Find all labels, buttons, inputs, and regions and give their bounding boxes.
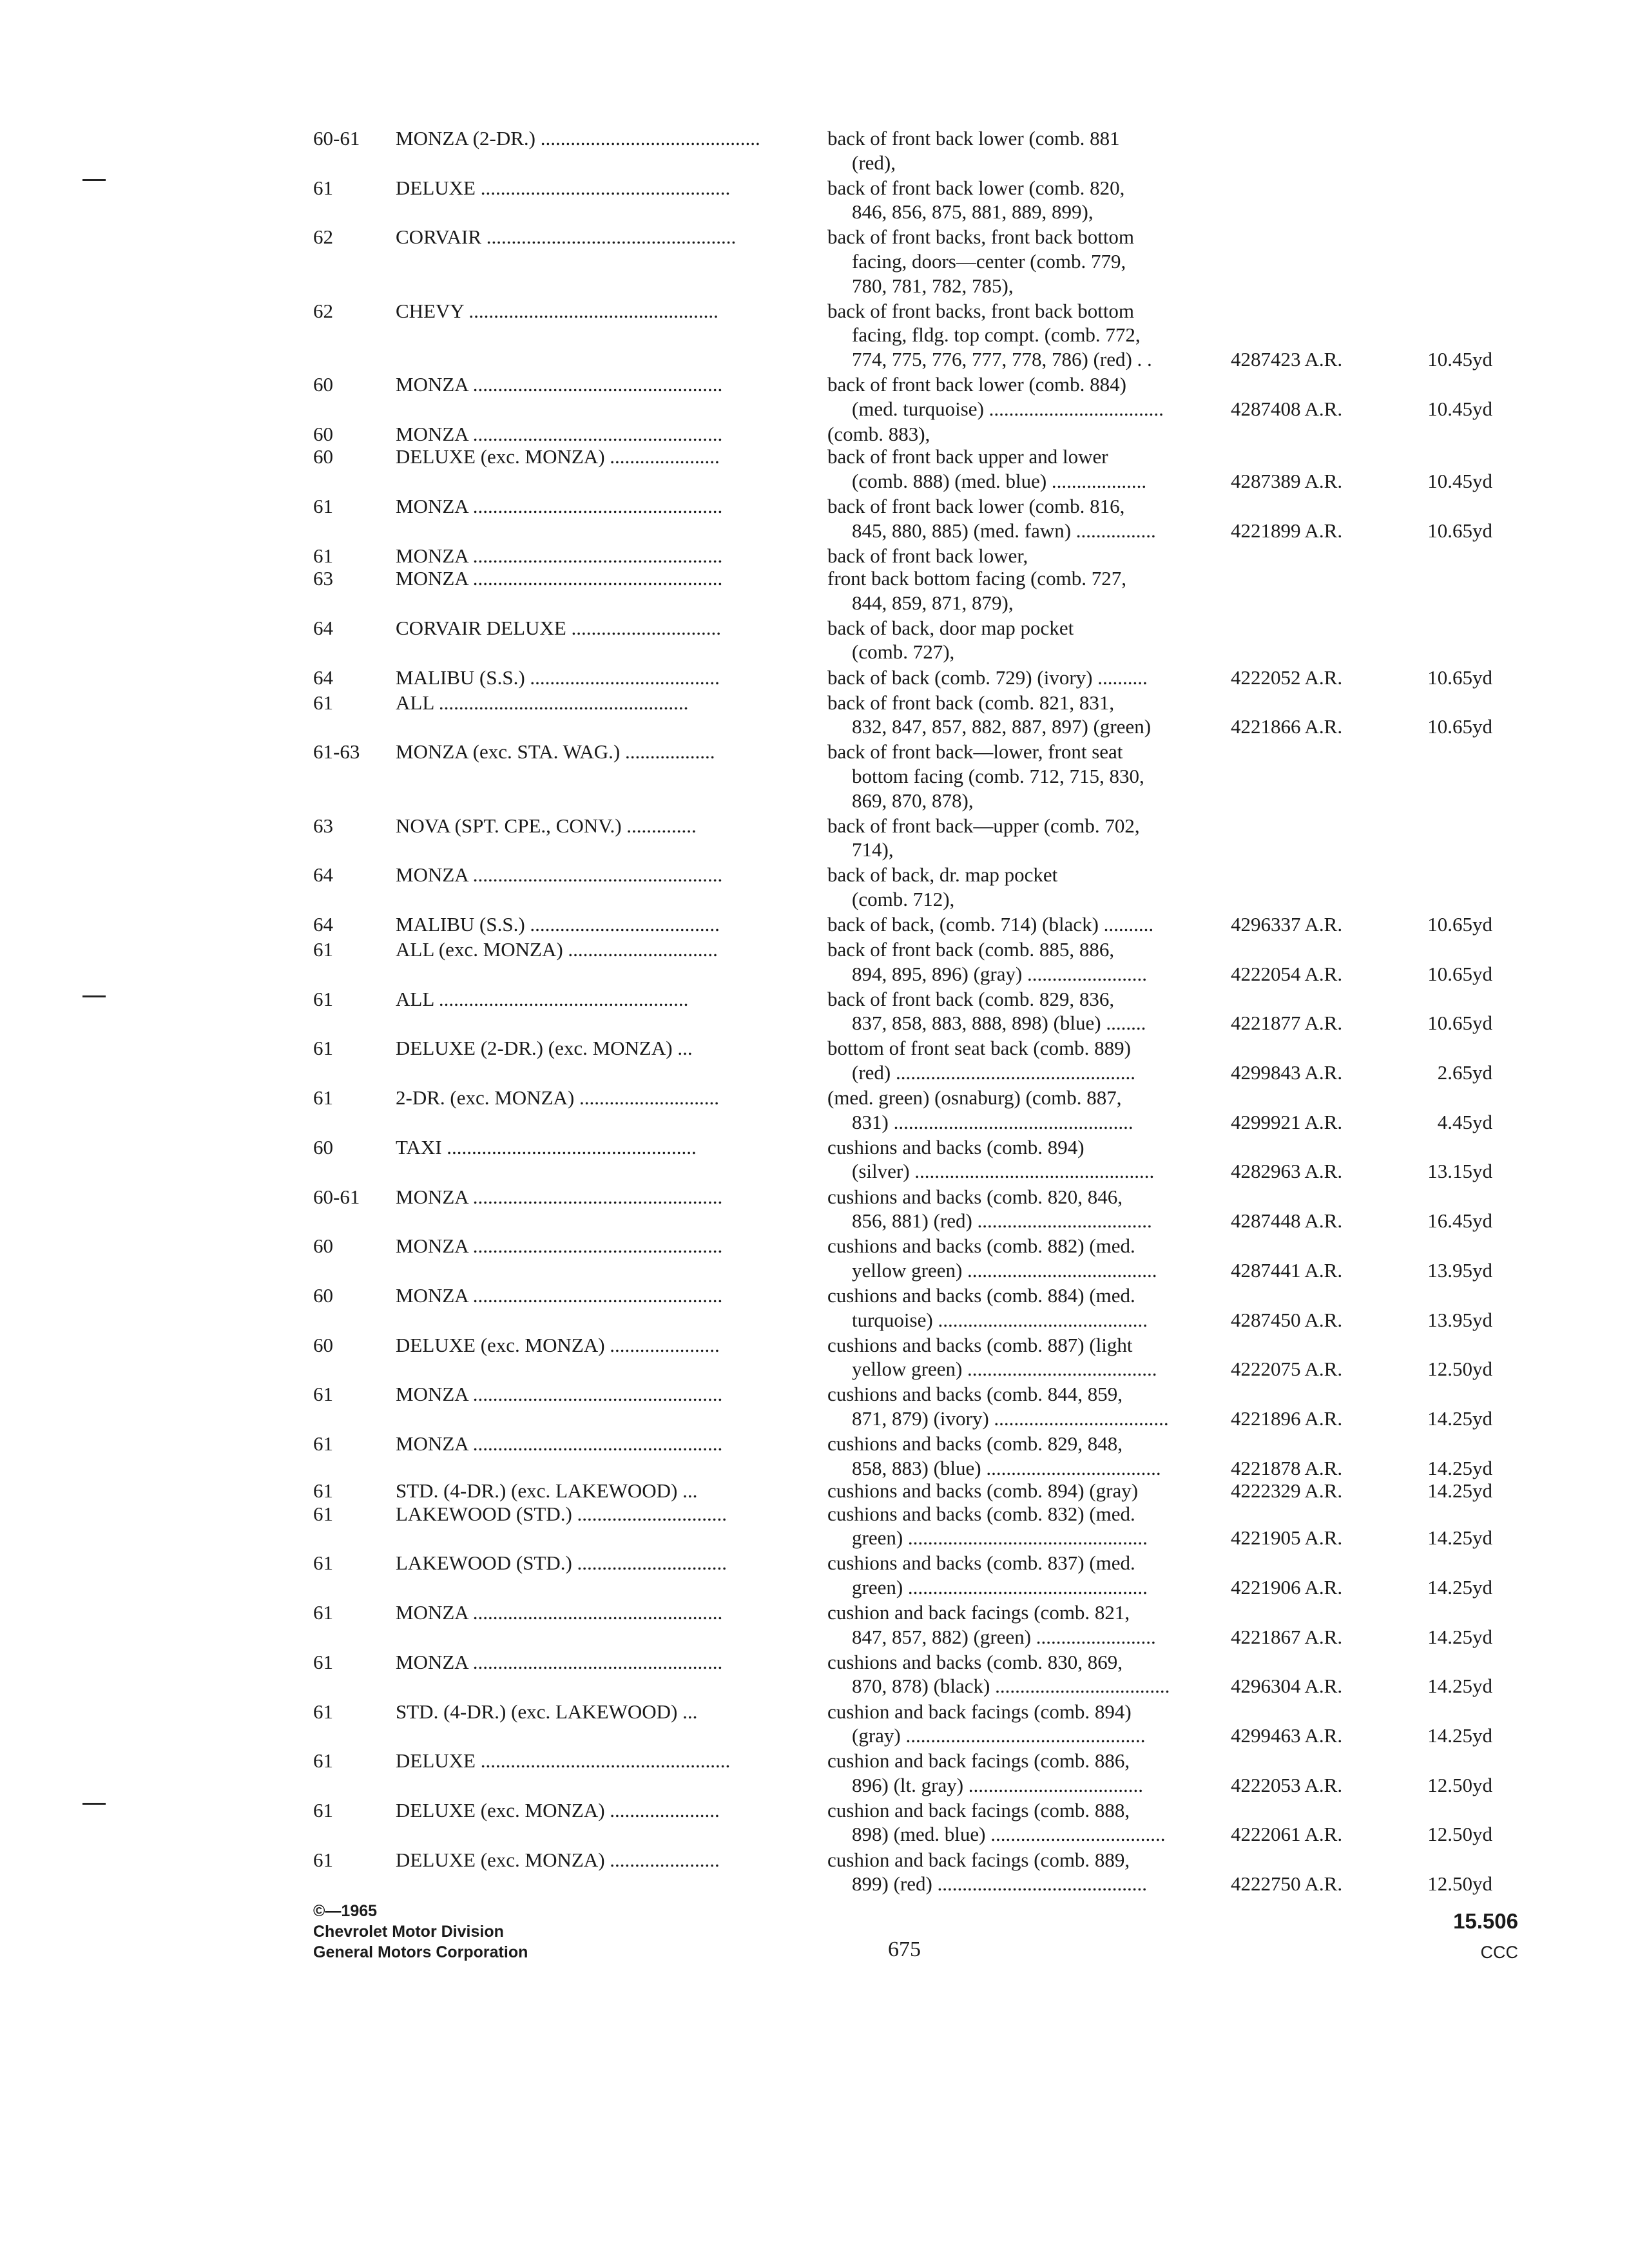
part-number: 4299843 A.R. bbox=[1231, 1061, 1343, 1084]
part-number: 4287408 A.R. bbox=[1231, 397, 1343, 420]
model-year: 61 bbox=[313, 1086, 333, 1110]
catalog-entry bbox=[313, 372, 1492, 421]
model-year: 61 bbox=[313, 1432, 333, 1455]
section-code: CCC bbox=[1480, 1943, 1518, 1962]
description-line: back of front back lower (comb. 884) bbox=[827, 372, 1126, 396]
model-year: 60 bbox=[313, 372, 333, 396]
part-description bbox=[827, 225, 1231, 298]
part-description bbox=[827, 1700, 1231, 1748]
model-name: DELUXE (2-DR.) (exc. MONZA) ... bbox=[396, 1037, 693, 1060]
model-name: MONZA (exc. STA. WAG.) .................. bbox=[396, 740, 715, 764]
model-year: 60 bbox=[313, 1333, 333, 1356]
catalog-entry bbox=[313, 225, 1492, 298]
catalog-entry bbox=[313, 1502, 1492, 1550]
part-description bbox=[827, 1551, 1231, 1599]
part-description bbox=[827, 1036, 1231, 1084]
description-line: 714), bbox=[852, 838, 894, 861]
description-line: back of front back lower, bbox=[827, 544, 1028, 567]
description-line: back of back, door map pocket bbox=[827, 616, 1074, 639]
quantity: 4.45yd bbox=[1437, 1110, 1492, 1133]
part-description bbox=[827, 814, 1231, 862]
quantity: 10.65yd bbox=[1427, 519, 1492, 542]
model-name: MONZA .................................................. bbox=[396, 1601, 723, 1624]
description-line: 896) (lt. gray) ................................... bbox=[852, 1773, 1144, 1796]
description-line: back of front back—lower, front seat bbox=[827, 740, 1123, 764]
quantity: 14.25yd bbox=[1427, 1724, 1492, 1747]
catalog-entry bbox=[313, 863, 1492, 911]
description-line: yellow green) ...................................... bbox=[852, 1358, 1157, 1381]
model-year: 60 bbox=[313, 1235, 333, 1258]
model-year: 61 bbox=[313, 544, 333, 567]
catalog-entry bbox=[313, 987, 1492, 1035]
part-description bbox=[827, 1283, 1231, 1332]
catalog-entry bbox=[313, 666, 1492, 690]
part-description bbox=[827, 1382, 1231, 1430]
model-name: LAKEWOOD (STD.) .............................. bbox=[396, 1552, 728, 1575]
catalog-entry bbox=[313, 566, 1492, 615]
model-year: 61 bbox=[313, 938, 333, 961]
description-line: 845, 880, 885) (med. fawn) ................ bbox=[852, 519, 1156, 542]
description-line: (red) ................................................ bbox=[852, 1061, 1135, 1084]
page-number: 675 bbox=[888, 1937, 921, 1961]
description-line: (comb. 883), bbox=[827, 422, 930, 445]
part-description bbox=[827, 566, 1231, 615]
model-year: 60 bbox=[313, 1283, 333, 1307]
catalog-entry bbox=[313, 1700, 1492, 1748]
model-name: DELUXE .................................................. bbox=[396, 176, 731, 199]
part-number: 4287389 A.R. bbox=[1231, 469, 1343, 492]
part-description bbox=[827, 863, 1231, 911]
description-line: back of front backs, front back bottom bbox=[827, 299, 1135, 322]
quantity: 12.50yd bbox=[1427, 1872, 1492, 1896]
description-line: turquoise) .......................................... bbox=[852, 1308, 1148, 1331]
part-number: 4296304 A.R. bbox=[1231, 1675, 1343, 1698]
part-description bbox=[827, 1479, 1231, 1503]
model-name: DELUXE (exc. MONZA) ...................... bbox=[396, 445, 720, 468]
model-year: 64 bbox=[313, 863, 333, 887]
description-line: 856, 881) (red) ................................... bbox=[852, 1209, 1152, 1233]
catalog-entry bbox=[313, 176, 1492, 224]
quantity: 14.25yd bbox=[1427, 1479, 1492, 1503]
part-number: 4222329 A.R. bbox=[1231, 1479, 1343, 1503]
part-number: 4222054 A.R. bbox=[1231, 962, 1343, 985]
quantity: 14.25yd bbox=[1427, 1526, 1492, 1550]
catalog-entry bbox=[313, 616, 1492, 664]
part-description bbox=[827, 1798, 1231, 1847]
model-year: 61 bbox=[313, 987, 333, 1010]
quantity: 14.25yd bbox=[1427, 1407, 1492, 1430]
description-line: cushions and backs (comb. 830, 869, bbox=[827, 1650, 1123, 1673]
part-description bbox=[827, 616, 1231, 664]
description-line: 780, 781, 782, 785), bbox=[852, 274, 1014, 297]
description-line: green) ................................................ bbox=[852, 1526, 1148, 1550]
model-year: 61 bbox=[313, 1383, 333, 1406]
part-description bbox=[827, 1502, 1231, 1550]
model-year: 61 bbox=[313, 1848, 333, 1871]
description-line: (gray) ................................................ bbox=[852, 1724, 1146, 1747]
description-line: 846, 856, 875, 881, 889, 899), bbox=[852, 200, 1094, 224]
catalog-entry bbox=[313, 299, 1492, 372]
part-description bbox=[827, 1234, 1231, 1282]
part-description bbox=[827, 1848, 1231, 1896]
model-name: MONZA .................................................. bbox=[396, 1650, 723, 1673]
quantity: 12.50yd bbox=[1427, 1358, 1492, 1381]
description-line: cushions and backs (comb. 887) (light bbox=[827, 1333, 1133, 1356]
model-name: MALIBU (S.S.) ...................................... bbox=[396, 666, 720, 689]
model-year: 61-63 bbox=[313, 740, 360, 764]
part-number: 4287448 A.R. bbox=[1231, 1209, 1343, 1233]
quantity: 10.65yd bbox=[1427, 715, 1492, 738]
catalog-entry bbox=[313, 1650, 1492, 1698]
model-name: MONZA .................................................. bbox=[396, 1283, 723, 1307]
description-line: 871, 879) (ivory) ................................... bbox=[852, 1407, 1169, 1430]
description-line: 832, 847, 857, 882, 887, 897) (green) bbox=[852, 715, 1152, 738]
model-name: MONZA .................................................. bbox=[396, 422, 723, 445]
part-description bbox=[827, 126, 1231, 175]
part-number: 4222052 A.R. bbox=[1231, 666, 1343, 689]
catalog-entry bbox=[313, 1848, 1492, 1896]
model-year: 62 bbox=[313, 299, 333, 322]
model-name: CORVAIR DELUXE .............................. bbox=[396, 616, 722, 639]
description-line: (red), bbox=[852, 151, 896, 174]
part-number: 4287423 A.R. bbox=[1231, 347, 1343, 370]
part-description bbox=[827, 666, 1231, 690]
description-line: back of front back lower (comb. 881 bbox=[827, 127, 1120, 149]
quantity: 14.25yd bbox=[1427, 1576, 1492, 1599]
catalog-entry bbox=[313, 1479, 1492, 1503]
part-description bbox=[827, 1135, 1231, 1184]
part-description bbox=[827, 987, 1231, 1035]
quantity: 10.65yd bbox=[1427, 962, 1492, 985]
description-line: back of front back upper and lower bbox=[827, 445, 1108, 468]
catalog-entry bbox=[313, 1333, 1492, 1381]
quantity: 14.25yd bbox=[1427, 1675, 1492, 1698]
description-line: cushions and backs (comb. 884) (med. bbox=[827, 1283, 1135, 1307]
part-description bbox=[827, 1086, 1231, 1134]
quantity: 2.65yd bbox=[1437, 1061, 1492, 1084]
model-name: CORVAIR .................................................. bbox=[396, 226, 737, 249]
model-name: LAKEWOOD (STD.) .............................. bbox=[396, 1502, 728, 1525]
quantity: 14.25yd bbox=[1427, 1625, 1492, 1648]
quantity: 10.45yd bbox=[1427, 397, 1492, 420]
part-description bbox=[827, 1432, 1231, 1480]
model-name: MALIBU (S.S.) ...................................... bbox=[396, 913, 720, 936]
description-line: (comb. 888) (med. blue) ................... bbox=[852, 469, 1147, 492]
model-name: ALL .................................................. bbox=[396, 987, 689, 1010]
model-name: MONZA (2-DR.) ............................................ bbox=[396, 127, 760, 149]
description-line: bottom facing (comb. 712, 715, 830, bbox=[852, 764, 1144, 787]
model-name: ALL (exc. MONZA) .............................. bbox=[396, 938, 718, 961]
part-number: 4221906 A.R. bbox=[1231, 1576, 1343, 1599]
description-line: cushions and backs (comb. 844, 859, bbox=[827, 1383, 1123, 1406]
catalog-entry bbox=[313, 1185, 1492, 1233]
description-line: cushion and back facings (comb. 886, bbox=[827, 1749, 1130, 1773]
part-description bbox=[827, 422, 1231, 447]
model-year: 61 bbox=[313, 1037, 333, 1060]
description-line: 898) (med. blue) ................................... bbox=[852, 1823, 1166, 1846]
part-number: 4287441 A.R. bbox=[1231, 1258, 1343, 1282]
model-year: 60 bbox=[313, 422, 333, 445]
description-line: 847, 857, 882) (green) ........................ bbox=[852, 1625, 1156, 1648]
model-year: 61 bbox=[313, 1700, 333, 1723]
description-line: back of front back (comb. 821, 831, bbox=[827, 691, 1115, 714]
quantity: 10.65yd bbox=[1427, 666, 1492, 689]
part-number: 4222075 A.R. bbox=[1231, 1358, 1343, 1381]
part-number: 4221899 A.R. bbox=[1231, 519, 1343, 542]
model-year: 64 bbox=[313, 913, 333, 936]
model-year: 61 bbox=[313, 1749, 333, 1773]
part-number: 4221896 A.R. bbox=[1231, 1407, 1343, 1430]
publisher-block bbox=[313, 1901, 528, 1963]
model-year: 61 bbox=[313, 494, 333, 517]
part-number: 4221867 A.R. bbox=[1231, 1625, 1343, 1648]
model-year: 61 bbox=[313, 1479, 333, 1503]
catalog-entry bbox=[313, 1234, 1492, 1282]
quantity: 13.15yd bbox=[1427, 1160, 1492, 1183]
description-line: back of front back (comb. 885, 886, bbox=[827, 938, 1115, 961]
description-line: facing, doors—center (comb. 779, bbox=[852, 249, 1126, 273]
description-line: (med. green) (osnaburg) (comb. 887, bbox=[827, 1086, 1122, 1110]
catalog-entry bbox=[313, 1382, 1492, 1430]
model-name: STD. (4-DR.) (exc. LAKEWOOD) ... bbox=[396, 1479, 698, 1503]
section-number: 15.506 bbox=[1453, 1909, 1518, 1933]
description-line: back of back, (comb. 714) (black) .......... bbox=[827, 913, 1154, 936]
part-description bbox=[827, 544, 1231, 568]
catalog-entry bbox=[313, 912, 1492, 937]
catalog-entry bbox=[313, 814, 1492, 862]
division-name: Chevrolet Motor Division bbox=[313, 1923, 504, 1941]
catalog-entry bbox=[313, 445, 1492, 493]
model-name: MONZA .................................................. bbox=[396, 863, 723, 887]
model-name: MONZA .................................................. bbox=[396, 1383, 723, 1406]
model-year: 63 bbox=[313, 814, 333, 837]
part-description bbox=[827, 1333, 1231, 1381]
description-line: cushions and backs (comb. 829, 848, bbox=[827, 1432, 1123, 1455]
description-line: facing, fldg. top compt. (comb. 772, bbox=[852, 323, 1141, 347]
part-description bbox=[827, 1749, 1231, 1797]
model-year: 61 bbox=[313, 1798, 333, 1821]
description-line: cushions and backs (comb. 894) bbox=[827, 1135, 1084, 1158]
part-number: 4222053 A.R. bbox=[1231, 1773, 1343, 1796]
model-name: MONZA .................................................. bbox=[396, 494, 723, 517]
model-year: 60-61 bbox=[313, 1185, 360, 1208]
catalog-entry bbox=[313, 1283, 1492, 1332]
model-name: MONZA .................................................. bbox=[396, 1185, 723, 1208]
description-line: 858, 883) (blue) ................................... bbox=[852, 1456, 1161, 1479]
description-line: back of front back lower (comb. 816, bbox=[827, 494, 1125, 517]
model-year: 60 bbox=[313, 445, 333, 468]
description-line: bottom of front seat back (comb. 889) bbox=[827, 1037, 1131, 1060]
part-number: 4222061 A.R. bbox=[1231, 1823, 1343, 1846]
part-description bbox=[827, 494, 1231, 543]
quantity: 14.25yd bbox=[1427, 1456, 1492, 1479]
model-name: CHEVY .................................................. bbox=[396, 299, 718, 322]
model-year: 62 bbox=[313, 226, 333, 249]
description-line: cushions and backs (comb. 820, 846, bbox=[827, 1185, 1123, 1208]
corporation-name: General Motors Corporation bbox=[313, 1943, 528, 1961]
description-line: 899) (red) .......................................... bbox=[852, 1872, 1148, 1896]
catalog-entry bbox=[313, 1600, 1492, 1649]
catalog-entry bbox=[313, 937, 1492, 986]
model-name: MONZA .................................................. bbox=[396, 567, 723, 590]
description-line: (comb. 727), bbox=[852, 640, 955, 664]
model-name: 2-DR. (exc. MONZA) ............................ bbox=[396, 1086, 719, 1110]
model-name: DELUXE (exc. MONZA) ...................... bbox=[396, 1848, 720, 1871]
quantity: 10.45yd bbox=[1427, 347, 1492, 370]
catalog-entry bbox=[313, 422, 1492, 447]
catalog-entry bbox=[313, 1036, 1492, 1084]
part-number: 4296337 A.R. bbox=[1231, 913, 1343, 936]
description-line: 774, 775, 776, 777, 778, 786) (red) . . bbox=[852, 347, 1152, 370]
quantity: 16.45yd bbox=[1427, 1209, 1492, 1233]
catalog-entry bbox=[313, 1798, 1492, 1847]
description-line: (med. turquoise) ................................... bbox=[852, 397, 1164, 420]
model-name: MONZA .................................................. bbox=[396, 544, 723, 567]
description-line: (silver) ................................................ bbox=[852, 1160, 1155, 1183]
model-name: STD. (4-DR.) (exc. LAKEWOOD) ... bbox=[396, 1700, 698, 1723]
model-year: 60-61 bbox=[313, 127, 360, 149]
description-line: back of front back (comb. 829, 836, bbox=[827, 987, 1115, 1010]
description-line: back of back, dr. map pocket bbox=[827, 863, 1058, 887]
catalog-entry bbox=[313, 1749, 1492, 1797]
model-year: 61 bbox=[313, 1650, 333, 1673]
model-year: 64 bbox=[313, 666, 333, 689]
quantity: 12.50yd bbox=[1427, 1773, 1492, 1796]
description-line: 870, 878) (black) ................................... bbox=[852, 1675, 1170, 1698]
description-line: cushion and back facings (comb. 894) bbox=[827, 1700, 1132, 1723]
part-number: 4287450 A.R. bbox=[1231, 1308, 1343, 1331]
description-line: 844, 859, 871, 879), bbox=[852, 591, 1014, 614]
description-line: cushions and backs (comb. 832) (med. bbox=[827, 1502, 1135, 1525]
section-block bbox=[1453, 1907, 1518, 1965]
catalog-entry bbox=[313, 691, 1492, 739]
description-line: (comb. 712), bbox=[852, 887, 955, 910]
description-line: cushion and back facings (comb. 888, bbox=[827, 1798, 1130, 1821]
quantity: 12.50yd bbox=[1427, 1823, 1492, 1846]
description-line: cushion and back facings (comb. 821, bbox=[827, 1601, 1130, 1624]
model-name: MONZA .................................................. bbox=[396, 1235, 723, 1258]
catalog-entry bbox=[313, 126, 1492, 175]
description-line: front back bottom facing (comb. 727, bbox=[827, 567, 1127, 590]
model-name: TAXI .................................................. bbox=[396, 1135, 697, 1158]
catalog-entry bbox=[313, 1135, 1492, 1184]
margin-mark bbox=[82, 179, 106, 181]
description-line: cushions and backs (comb. 882) (med. bbox=[827, 1235, 1135, 1258]
part-description bbox=[827, 912, 1231, 937]
part-description bbox=[827, 937, 1231, 986]
model-name: MONZA .................................................. bbox=[396, 372, 723, 396]
catalog-entry bbox=[313, 1551, 1492, 1599]
description-line: cushions and backs (comb. 837) (med. bbox=[827, 1552, 1135, 1575]
part-description bbox=[827, 1600, 1231, 1649]
parts-list bbox=[313, 126, 1492, 1897]
model-year: 61 bbox=[313, 176, 333, 199]
part-number: 4221877 A.R. bbox=[1231, 1012, 1343, 1035]
quantity: 10.65yd bbox=[1427, 1012, 1492, 1035]
description-line: cushions and backs (comb. 894) (gray) bbox=[827, 1479, 1139, 1503]
description-line: back of back (comb. 729) (ivory) .......... bbox=[827, 666, 1148, 689]
description-line: back of front back lower (comb. 820, bbox=[827, 176, 1125, 199]
model-name: DELUXE .................................................. bbox=[396, 1749, 731, 1773]
description-line: 894, 895, 896) (gray) ........................ bbox=[852, 962, 1148, 985]
model-name: NOVA (SPT. CPE., CONV.) .............. bbox=[396, 814, 697, 837]
part-description bbox=[827, 372, 1231, 421]
model-name: MONZA .................................................. bbox=[396, 1432, 723, 1455]
model-year: 63 bbox=[313, 567, 333, 590]
part-description bbox=[827, 1650, 1231, 1698]
part-number: 4221878 A.R. bbox=[1231, 1456, 1343, 1479]
quantity: 13.95yd bbox=[1427, 1308, 1492, 1331]
description-line: 869, 870, 878), bbox=[852, 789, 974, 812]
part-number: 4299921 A.R. bbox=[1231, 1110, 1343, 1133]
model-year: 61 bbox=[313, 691, 333, 714]
part-number: 4299463 A.R. bbox=[1231, 1724, 1343, 1747]
model-year: 64 bbox=[313, 616, 333, 639]
quantity: 13.95yd bbox=[1427, 1258, 1492, 1282]
margin-mark bbox=[82, 995, 106, 997]
part-description bbox=[827, 691, 1231, 739]
description-line: green) ................................................ bbox=[852, 1576, 1148, 1599]
part-number: 4221866 A.R. bbox=[1231, 715, 1343, 738]
catalog-entry bbox=[313, 544, 1492, 568]
model-year: 61 bbox=[313, 1552, 333, 1575]
part-description bbox=[827, 445, 1231, 493]
catalog-entry bbox=[313, 1432, 1492, 1480]
quantity: 10.45yd bbox=[1427, 469, 1492, 492]
part-number: 4221905 A.R. bbox=[1231, 1526, 1343, 1550]
catalog-entry bbox=[313, 1086, 1492, 1134]
part-description bbox=[827, 299, 1231, 372]
copyright: ©—1965 bbox=[313, 1902, 378, 1920]
model-year: 61 bbox=[313, 1601, 333, 1624]
description-line: back of front backs, front back bottom bbox=[827, 226, 1135, 249]
model-name: ALL .................................................. bbox=[396, 691, 689, 714]
part-number: 4282963 A.R. bbox=[1231, 1160, 1343, 1183]
description-line: yellow green) ...................................... bbox=[852, 1258, 1157, 1282]
model-year: 61 bbox=[313, 1502, 333, 1525]
description-line: back of front back—upper (comb. 702, bbox=[827, 814, 1140, 837]
model-name: DELUXE (exc. MONZA) ...................... bbox=[396, 1333, 720, 1356]
part-description bbox=[827, 176, 1231, 224]
description-line: cushion and back facings (comb. 889, bbox=[827, 1848, 1130, 1871]
part-description bbox=[827, 1185, 1231, 1233]
part-description bbox=[827, 740, 1231, 812]
margin-mark bbox=[82, 1803, 106, 1805]
quantity: 10.65yd bbox=[1427, 913, 1492, 936]
part-number: 4222750 A.R. bbox=[1231, 1872, 1343, 1896]
model-name: DELUXE (exc. MONZA) ...................... bbox=[396, 1798, 720, 1821]
catalog-entry bbox=[313, 494, 1492, 543]
description-line: 831) ................................................ bbox=[852, 1110, 1133, 1133]
description-line: 837, 858, 883, 888, 898) (blue) ........ bbox=[852, 1012, 1146, 1035]
model-year: 60 bbox=[313, 1135, 333, 1158]
catalog-entry bbox=[313, 740, 1492, 812]
